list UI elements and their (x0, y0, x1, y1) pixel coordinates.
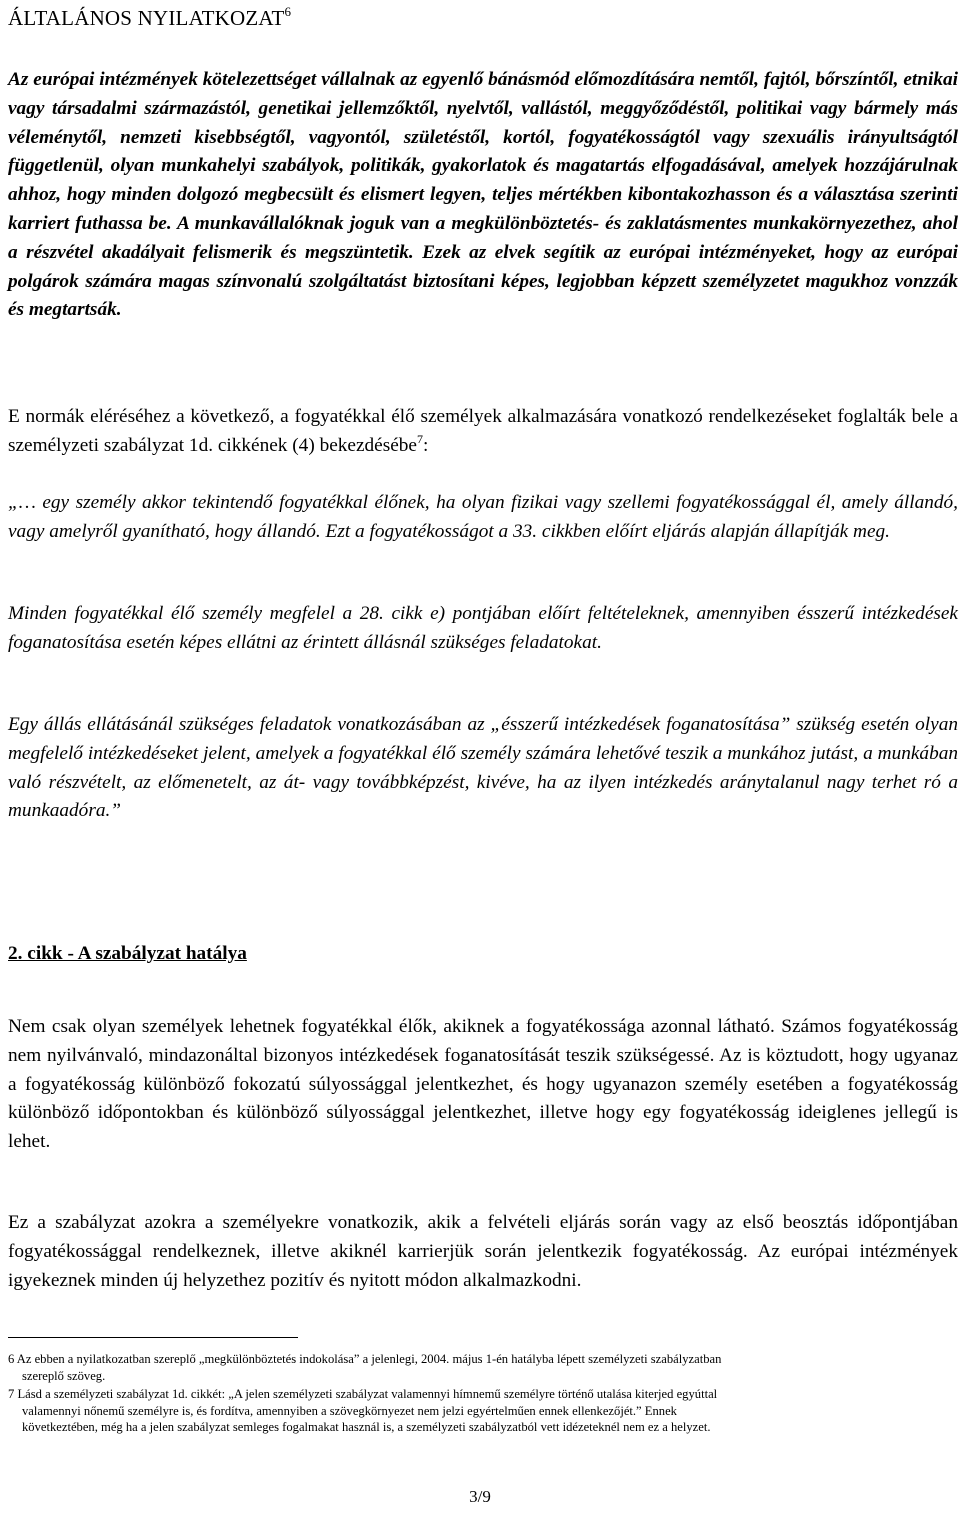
page-heading (8, 4, 291, 31)
article-2-title: 2. cikk - A szabályzat hatálya (8, 943, 247, 964)
scope-paragraph-1: Nem csak olyan személyek lehetnek fogyatékkal élők, akiknek a fogyatékossága azonnal látható. Számos fogyatékosság nem nyilvánvaló, mindazonáltal bizonyos intézkedések foganatosítását teszik szükségessé. Az is köztudott, hogy ugyanaz a fogyatékosság különböző fokozatú súlyossággal jelentkezhet, és hogy ugyanazon személy esetében a fogyatékosság különböző időpontokban és különböző súlyossággal jelentkezhet, illetve hogy egy fogyatékosság ideiglenes jellegű is lehet. (8, 1016, 958, 1153)
quote-paragraph-1: „… egy személy akkor tekintendő fogyatékkal élőnek, ha olyan fizikai vagy szellemi fogyatékossággal él, amely állandó, vagy amelyről gyanítható, hogy állandó. Ezt a fogyatékosságot a 33. cikkben előírt eljárás alapján állapítják meg. (8, 492, 958, 542)
footnote-divider (8, 1337, 298, 1338)
norms-tail: : (422, 434, 429, 456)
footnote-7-line-1: 7 Lásd a személyzeti szabályzat 1d. cikkét: „A jelen személyzeti szabályzat valamennyi hímnemű személyre történő utalása kiterjed egyúttal (8, 1387, 718, 1401)
footnote-ref-6: 6 (284, 4, 292, 19)
quote-paragraph-3: Egy állás ellátásánál szükséges feladatok vonatkozásában az „ésszerű intézkedések foganatosítása” szükség esetén olyan megfelelő intézkedéseket jelent, amelyek a fogyatékkal élő személy számára lehetővé teszik a munkához jutást, a munkában való részvételt, az előmenetelt, az át- vagy továbbképzést, kivéve, ha az ilyen intézkedés aránytalanul nagy terhet ró a munkaadóra.” (8, 714, 958, 822)
declaration-paragraph: Az európai intézmények kötelezettséget vállalnak az egyenlő bánásmód előmozdítására nemtől, fajtól, bőrszíntől, etnikai vagy társadalmi származástól, genetikai jellemzőktől, nyelvtől, vallástól, meggyőződéstől, politikai vagy bármely más véleménytől, nemzeti kisebbségtől, vagyontól, születéstől, kortól, fogyatékosságtól vagy szexuális irányultságtól függetlenül, olyan munkahelyi szabályok, politikák, gyakorlatok és magatartás elfogadásával, amelyek hozzájárulnak ahhoz, hogy minden dolgozó megbecsült és elismert legyen, teljes mértékben kibontakozhasson és a választása szerinti karriert futhassa be. A munkavállalóknak joguk van a megkülönböztetés- és zaklatásmentes munkakörnyezethez, ahol a részvétel akadályait felismerik és megszüntetik. Ezek az elvek segítik az európai intézményeket, hogy az európai polgárok számára magas színvonalú szolgáltatást biztosítani képes, legjobban képzett személyzetet magukhoz vonzzák és megtartsák. (8, 69, 958, 321)
footnote-6-line-1: 6 Az ebben a nyilatkozatban szereplő „megkülönböztetés indokolása” a jelenlegi, 2004. május 1-én hatályba lépett személyzeti szabályzatban (8, 1352, 722, 1366)
page-number: 3/9 (469, 1487, 491, 1506)
quote-paragraph-2: Minden fogyatékkal élő személy megfelel a 28. cikk e) pontjában előírt feltételeknek, amennyiben ésszerű intézkedések foganatosítása esetén képes ellátni az érintett állásnál szükséges feladatokat. (8, 603, 958, 653)
footnote-6 (8, 1351, 948, 1384)
scope-paragraph-2: Ez a szabályzat azokra a személyekre vonatkozik, akik a felvételi eljárás során vagy az első beosztás időpontjában fogyatékossággal rendelkeznek, illetve akiknél karrierjük során jelentkezik fogyatékosság. Az európai intézmények igyekeznek minden új helyzethez pozitív és nyitott módon alkalmazkodni. (8, 1212, 958, 1291)
footnote-7-line-3: következtében, még ha a jelen szabályzat semleges fogalmakat használ is, a személyzeti szabályzatból vett idézeteknél nem ez a helyzet. (22, 1420, 711, 1435)
footnote-7 (8, 1386, 948, 1436)
norms-paragraph (8, 403, 958, 461)
heading-text: ÁLTALÁNOS NYILATKOZAT (8, 6, 285, 30)
footnote-6-line-2: szereplő szöveg. (22, 1368, 106, 1383)
footnote-7-line-2: valamennyi nőnemű személyre is, és fordítva, amennyiben a szövegkörnyezet nem jelzi egyértelműen ennek ellenkezőjét.” Ennek (22, 1403, 677, 1418)
footnote-ref-7: 7 (416, 431, 423, 446)
norms-text: E normák eléréséhez a következő, a fogyatékkal élő személyek alkalmazására vonatkozó rendelkezéseket foglalták bele a személyzeti szabályzat 1d. cikkének (4) bekezdésébe (8, 406, 958, 456)
